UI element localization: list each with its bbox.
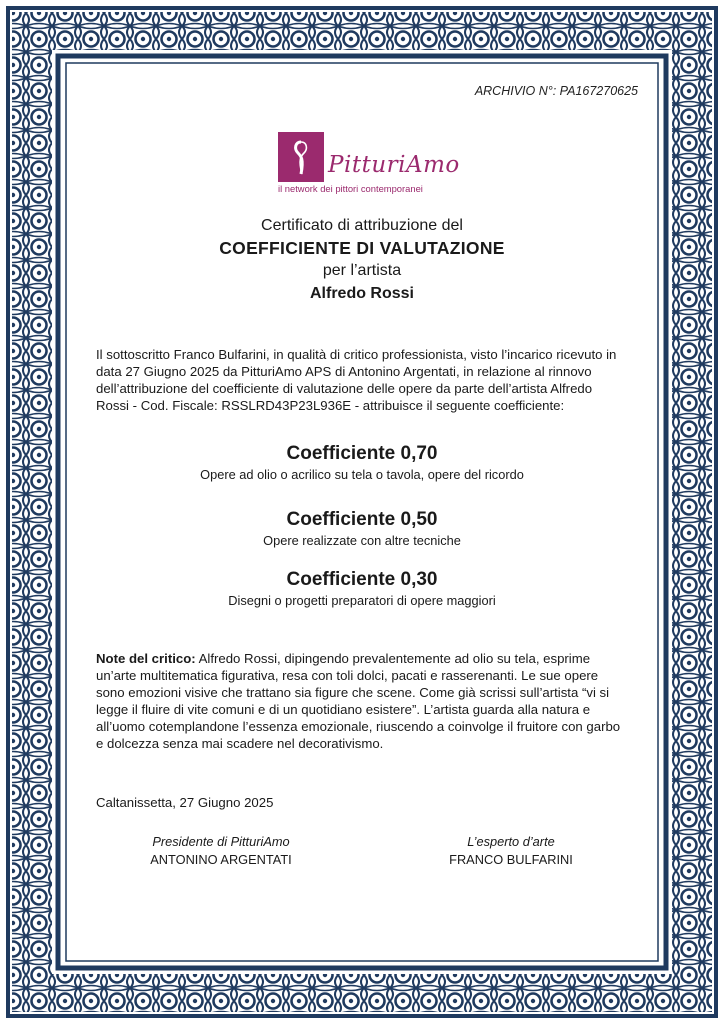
signature-role: L’esperto d’arte bbox=[467, 834, 555, 849]
logo-tagline: il network dei pittori contemporanei bbox=[278, 183, 423, 194]
coefficient-block bbox=[76, 442, 648, 484]
intro-paragraph: Il sottoscritto Franco Bulfarini, in qualità di critico professionista, visto l’incarico ricevuto in data 27 Giugno 2025 da PitturiAmo APS di Antonino Argentati, in relazione al rinnovo dell’attribuzione del coefficiente di valutazione delle opere da parte dell’artista Alfredo Rossi - Cod. Fiscale: RSSLRD43P23L936E - attribuisce il seguente coefficiente: bbox=[96, 347, 617, 413]
coefficient-description: Opere realizzate con altre tecniche bbox=[263, 533, 461, 548]
coefficient-description: Opere ad olio o acrilico su tela o tavola, opere del ricordo bbox=[200, 467, 524, 482]
ribbon-icon bbox=[286, 138, 316, 176]
critic-notes bbox=[96, 650, 630, 752]
coefficient-value: Coefficiente 0,70 bbox=[286, 443, 438, 464]
title-line-3: per l’artista bbox=[322, 262, 402, 279]
coefficient-block bbox=[76, 568, 648, 610]
logo-mark bbox=[278, 132, 324, 182]
pitturiamo-logo bbox=[276, 132, 466, 198]
coefficient-description: Disegni o progetti preparatori di opere maggiori bbox=[228, 593, 496, 608]
certificate-title bbox=[76, 215, 648, 306]
signature-name: ANTONINO ARGENTATI bbox=[150, 852, 292, 867]
place-date: Caltanissetta, 27 Giugno 2025 bbox=[96, 795, 274, 810]
coefficient-block bbox=[76, 508, 648, 550]
signature-role: Presidente di PitturiAmo bbox=[152, 834, 290, 849]
signature-name: FRANCO BULFARINI bbox=[449, 852, 573, 867]
title-line-2: COEFFICIENTE DI VALUTAZIONE bbox=[219, 238, 505, 258]
certificate-content bbox=[76, 70, 648, 954]
coefficient-value: Coefficiente 0,50 bbox=[286, 509, 438, 530]
logo-wordmark: PitturiAmo bbox=[328, 152, 460, 178]
signature-president bbox=[126, 833, 316, 869]
artist-name: Alfredo Rossi bbox=[309, 285, 414, 302]
coefficient-value: Coefficiente 0,30 bbox=[286, 569, 438, 590]
notes-label: Note del critico: bbox=[96, 651, 196, 666]
archive-number: ARCHIVIO N°: PA167270625 bbox=[474, 84, 638, 98]
title-line-1: Certificato di attribuzione del bbox=[261, 217, 463, 234]
notes-text: Alfredo Rossi, dipingendo prevalentemente ad olio su tela, esprime un’arte multitematica figurativa, resa con toli dolci, pacati e rasserenanti. Le sue opere sono emozioni visive che trattano sia figure che scene. Come già scrissi sull’artista “vi si legge il fluire di vite comuni e di un quotidiano esistere”. L’artista guarda alla natura e all’uomo cotemplandone l’essenza emozionale, riuscendo a coinvolge il fruitore con garbo e dolcezza senza mai scadere nel decorativismo. bbox=[96, 651, 621, 751]
signature-expert bbox=[416, 833, 606, 869]
